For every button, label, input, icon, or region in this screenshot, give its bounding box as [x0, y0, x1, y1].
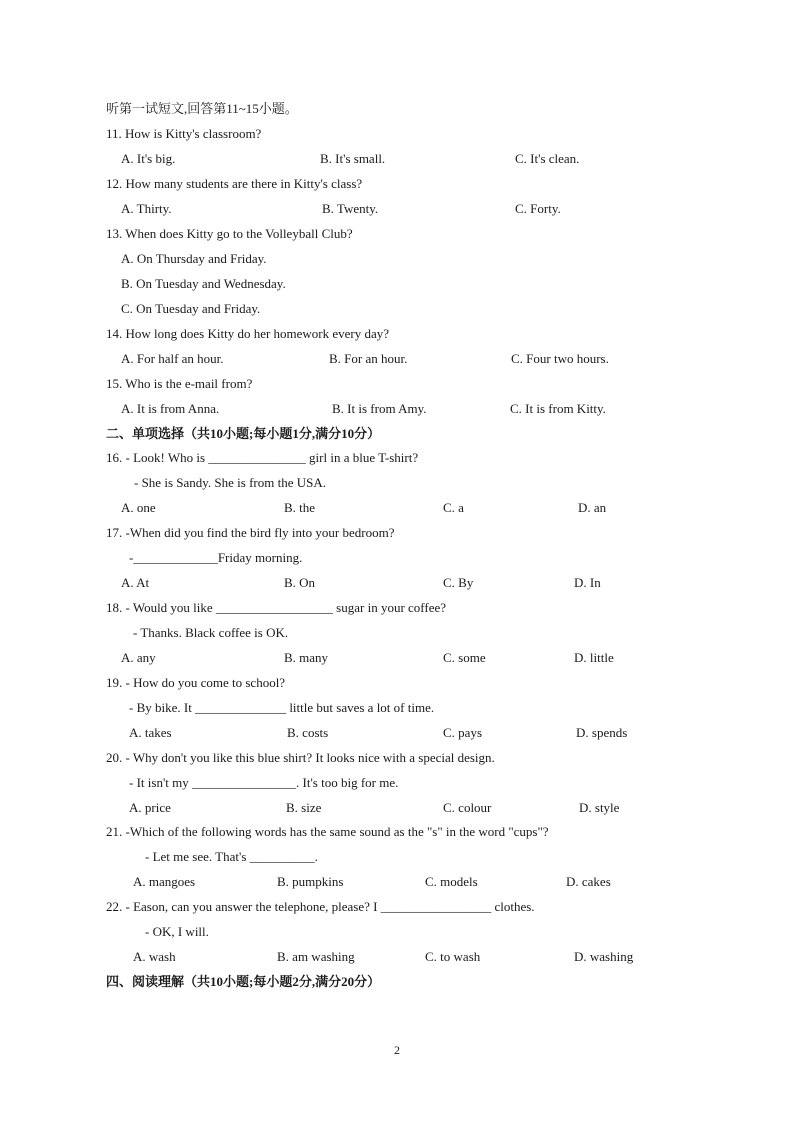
- question-19: 19. - How do you come to school?: [106, 675, 286, 690]
- option-16-b: B. the: [284, 500, 316, 515]
- option-11-b: B. It's small.: [320, 151, 386, 166]
- question-15: 15. Who is the e-mail from?: [106, 376, 253, 391]
- response-16: - She is Sandy. She is from the USA.: [134, 475, 326, 490]
- option-12-c: C. Forty.: [515, 201, 561, 216]
- option-15-a: A. It is from Anna.: [121, 401, 220, 416]
- option-18-a: A. any: [121, 650, 156, 665]
- option-16-a: A. one: [121, 500, 156, 515]
- option-13-a: A. On Thursday and Friday.: [121, 251, 267, 266]
- option-21-a: A. mangoes: [133, 874, 196, 889]
- option-22-b: B. am washing: [277, 949, 355, 964]
- section-2-title: 二、单项选择（共10小题;每小题1分,满分10分）: [106, 426, 381, 441]
- option-16-d: D. an: [578, 500, 607, 515]
- question-21: 21. -Which of the following words has the same sound as the "s" in the word "cups"?: [106, 824, 549, 839]
- response-18: - Thanks. Black coffee is OK.: [133, 625, 289, 640]
- option-20-a: A. price: [129, 800, 171, 815]
- option-17-b: B. On: [284, 575, 316, 590]
- option-18-d: D. little: [574, 650, 614, 665]
- option-21-c: C. models: [425, 874, 478, 889]
- option-19-d: D. spends: [576, 725, 628, 740]
- section-intro: 听第一试短文,回答第11~15小题。: [106, 101, 298, 116]
- option-17-d: D. In: [574, 575, 601, 590]
- option-22-a: A. wash: [133, 949, 176, 964]
- response-21: - Let me see. That's __________.: [145, 849, 318, 864]
- question-20: 20. - Why don't you like this blue shirt? It looks nice with a special design.: [106, 750, 495, 765]
- option-17-c: C. By: [443, 575, 474, 590]
- response-19: - By bike. It ______________ little but saves a lot of time.: [129, 700, 435, 715]
- option-11-c: C. It's clean.: [515, 151, 580, 166]
- question-11: 11. How is Kitty's classroom?: [106, 126, 262, 141]
- option-18-b: B. many: [284, 650, 329, 665]
- option-22-c: C. to wash: [425, 949, 481, 964]
- option-14-b: B. For an hour.: [329, 351, 408, 366]
- option-22-d: D. washing: [574, 949, 634, 964]
- option-20-c: C. colour: [443, 800, 492, 815]
- option-19-a: A. takes: [129, 725, 172, 740]
- response-17: -_____________Friday morning.: [129, 550, 303, 565]
- question-22: 22. - Eason, can you answer the telephone, please? I _________________ clothes.: [106, 899, 535, 914]
- option-13-c: C. On Tuesday and Friday.: [121, 301, 261, 316]
- option-20-b: B. size: [286, 800, 322, 815]
- page-number: 2: [394, 1043, 400, 1057]
- question-13: 13. When does Kitty go to the Volleyball Club?: [106, 226, 353, 241]
- option-20-d: D. style: [579, 800, 620, 815]
- option-15-b: B. It is from Amy.: [332, 401, 427, 416]
- option-18-c: C. some: [443, 650, 486, 665]
- option-14-a: A. For half an hour.: [121, 351, 224, 366]
- question-12: 12. How many students are there in Kitty's class?: [106, 176, 363, 191]
- option-15-c: C. It is from Kitty.: [510, 401, 606, 416]
- option-12-a: A. Thirty.: [121, 201, 172, 216]
- question-18: 18. - Would you like __________________ sugar in your coffee?: [106, 600, 447, 615]
- option-17-a: A. At: [121, 575, 150, 590]
- response-20: - It isn't my ________________. It's too big for me.: [129, 775, 399, 790]
- question-16: 16. - Look! Who is _______________ girl in a blue T-shirt?: [106, 450, 419, 465]
- question-14: 14. How long does Kitty do her homework every day?: [106, 326, 390, 341]
- option-16-c: C. a: [443, 500, 464, 515]
- option-19-b: B. costs: [287, 725, 329, 740]
- option-14-c: C. Four two hours.: [511, 351, 609, 366]
- question-17: 17. -When did you find the bird fly into your bedroom?: [106, 525, 395, 540]
- option-13-b: B. On Tuesday and Wednesday.: [121, 276, 286, 291]
- option-19-c: C. pays: [443, 725, 482, 740]
- response-22: - OK, I will.: [145, 924, 209, 939]
- option-12-b: B. Twenty.: [322, 201, 379, 216]
- option-11-a: A. It's big.: [121, 151, 176, 166]
- option-21-b: B. pumpkins: [277, 874, 344, 889]
- section-4-title: 四、阅读理解（共10小题;每小题2分,满分20分）: [106, 974, 381, 989]
- option-21-d: D. cakes: [566, 874, 611, 889]
